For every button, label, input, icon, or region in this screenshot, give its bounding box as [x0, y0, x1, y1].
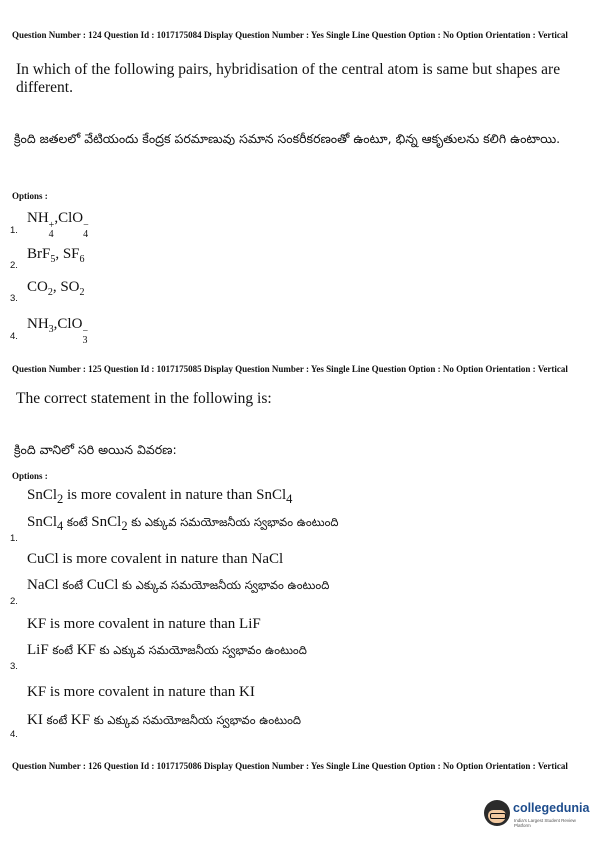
telugu-text: కంటే — [63, 515, 92, 529]
question-text-124-en: In which of the following pairs, hybridisation of the central atom is same but shapes are different. — [16, 61, 561, 96]
statement-text: is more covalent in nature than SnCl — [63, 487, 287, 503]
formula-b-sub: 6 — [79, 254, 85, 265]
formula-b-sup: − — [83, 220, 89, 231]
option-number: 1. — [10, 225, 18, 236]
option-124-1[interactable] — [27, 209, 89, 239]
question-text-125-en: The correct statement in the following is: — [16, 390, 272, 407]
formula-a-base: BrF — [27, 246, 51, 262]
formula-separator: , — [52, 279, 61, 295]
formula-a-sub: 5 — [50, 254, 56, 265]
formula-text: SnCl — [91, 514, 122, 530]
telugu-text: కు ఎక్కువ సమయోజనీయ స్వభావం ఉంటుంది — [90, 713, 302, 727]
formula-separator: , — [53, 316, 58, 332]
logo-brand-text: collegedunia — [513, 801, 590, 815]
question-header-124: Question Number : 124 Question Id : 1017175084 Display Question Number : Yes Single Line Question Option : No Option Orientation : Vertical — [12, 30, 568, 40]
logo-tagline: India's Largest Student Review Platform — [514, 818, 576, 828]
option-number: 2. — [10, 596, 18, 607]
formula-a-sub: 3 — [48, 324, 54, 335]
telugu-text: కంటే — [42, 713, 71, 727]
question-header-126: Question Number : 126 Question Id : 1017175086 Display Question Number : Yes Single Line Question Option : No Option Orientation : Vertical — [12, 761, 568, 771]
formula-sub: 2 — [57, 492, 64, 506]
option-125-4-en[interactable]: KF is more covalent in nature than KI — [27, 684, 255, 700]
formula-a-sub: 4 — [48, 229, 54, 240]
formula-a-base: NH — [27, 316, 49, 332]
telugu-text: కు ఎక్కువ సమయోజనీయ స్వభావం ఉంటుంది — [127, 515, 339, 529]
formula-b-base: SO — [60, 279, 80, 295]
telugu-text: కు ఎక్కువ సమయోజనీయ స్వభావం ఉంటుంది — [118, 578, 330, 592]
option-125-3-en[interactable]: KF is more covalent in nature than LiF — [27, 616, 261, 632]
formula-separator: , — [55, 246, 63, 262]
telugu-text: కు ఎక్కువ సమయోజనీయ స్వభావం ఉంటుంది — [95, 643, 307, 657]
formula-text: NaCl — [27, 577, 59, 593]
question-text-125-te: క్రింది వానిలో సరి అయిన వివరణ: — [14, 442, 177, 457]
formula-a-sup: + — [48, 220, 55, 231]
option-125-1-te[interactable] — [27, 513, 339, 535]
option-125-1-en[interactable] — [27, 486, 292, 508]
option-125-3-te[interactable] — [27, 641, 307, 659]
option-number: 3. — [10, 293, 18, 304]
formula-text: KI — [27, 712, 43, 728]
formula-b-sub: 4 — [83, 229, 89, 240]
option-number: 2. — [10, 260, 18, 271]
formula-b-base: ClO — [57, 316, 83, 332]
option-125-2-te[interactable] — [27, 576, 329, 594]
formula-separator: , — [54, 210, 59, 226]
formula-a-base: NH — [27, 210, 49, 226]
formula-b-sub: 2 — [79, 287, 85, 298]
formula-sub: 4 — [286, 492, 293, 506]
question-text-124-te: క్రింది జతలలో వేటియందు కేంద్రక పరమాణువు సమాన సంకరీకరణంతో ఉంటూ, భిన్న ఆకృతులను కలిగి ఉంటాయి. — [14, 131, 561, 146]
question-header-125: Question Number : 125 Question Id : 1017175085 Display Question Number : Yes Single Line Question Option : No Option Orientation : Vertical — [12, 364, 568, 374]
formula-b-sub: 3 — [82, 335, 88, 346]
telugu-text: కంటే — [48, 643, 77, 657]
formula-text: KF — [76, 642, 96, 658]
formula-text: KF — [70, 712, 91, 728]
formula-b-base: ClO — [58, 210, 84, 226]
formula-b-sup: − — [82, 326, 89, 337]
option-125-4-te[interactable] — [27, 711, 301, 729]
formula-b-base: SF — [62, 246, 80, 262]
formula-text: LiF — [27, 642, 49, 658]
formula-a-sub: 2 — [47, 287, 53, 298]
formula-a-base: CO — [27, 279, 48, 295]
option-125-2-en[interactable]: CuCl is more covalent in nature than NaCl — [27, 551, 284, 567]
telugu-text: కంటే — [58, 578, 87, 592]
formula-sub: 2 — [121, 519, 128, 533]
formula-text: SnCl — [27, 514, 58, 530]
options-label-125: Options : — [12, 471, 48, 481]
option-number: 4. — [10, 729, 18, 740]
formula-sub: 4 — [57, 519, 64, 533]
option-number: 4. — [10, 331, 18, 342]
options-label-124: Options : — [12, 191, 48, 201]
option-number: 3. — [10, 661, 18, 672]
option-124-4[interactable] — [27, 315, 88, 345]
option-number: 1. — [10, 533, 18, 544]
option-124-2[interactable] — [27, 245, 85, 263]
option-124-3[interactable] — [27, 278, 85, 296]
formula-text: CuCl — [86, 577, 119, 593]
collegedunia-logo — [484, 798, 589, 830]
mascot-icon — [484, 800, 510, 826]
formula-text: SnCl — [27, 487, 58, 503]
